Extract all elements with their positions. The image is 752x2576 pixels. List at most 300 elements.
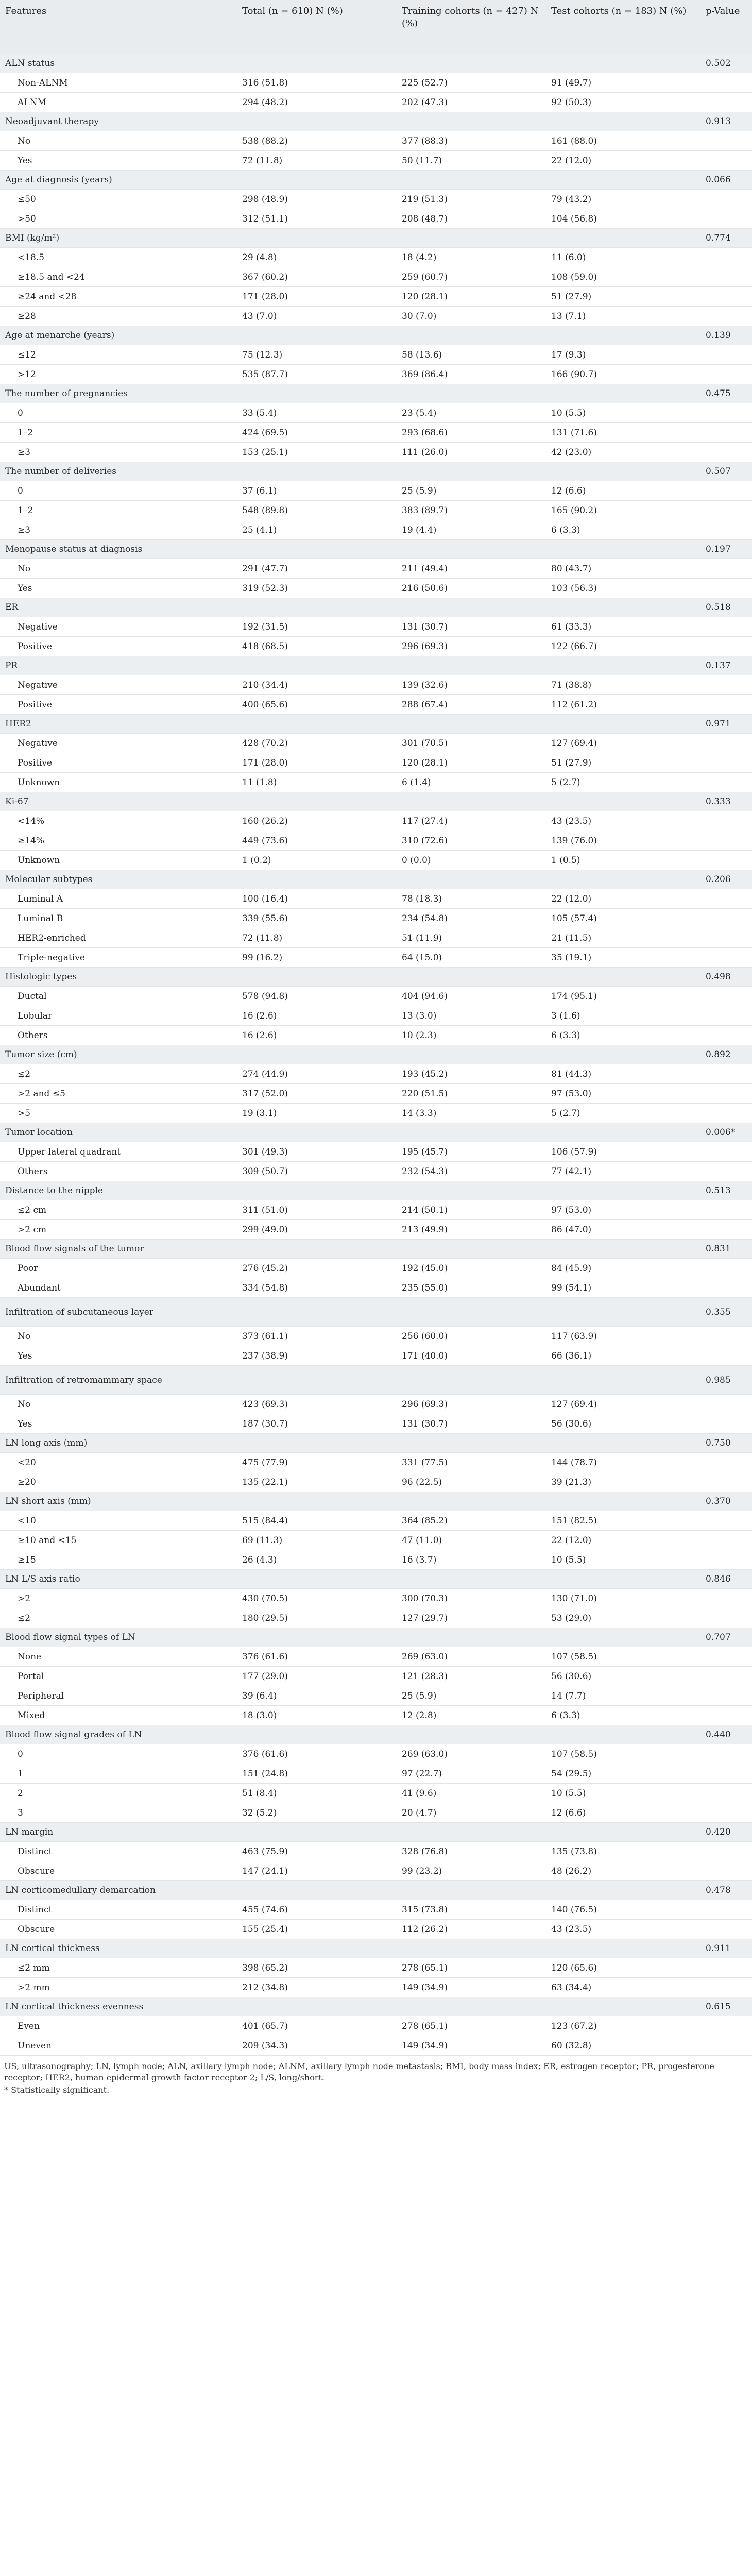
test-value: 60 (32.8) (546, 2036, 700, 2056)
test-value: 48 (26.2) (546, 1861, 700, 1881)
test-value: 71 (38.8) (546, 675, 700, 695)
training-value: 120 (28.1) (397, 753, 546, 773)
category-label: Negative (0, 617, 237, 637)
category-label: Unknown (0, 773, 237, 792)
empty-cell (397, 384, 546, 403)
empty-cell (397, 870, 546, 889)
feature-group-row (0, 1881, 752, 1900)
empty-cell (397, 656, 546, 675)
empty-cell (700, 1744, 752, 1764)
total-value: 376 (61.6) (237, 1744, 397, 1764)
empty-cell (700, 579, 752, 598)
total-value: 147 (24.1) (237, 1861, 397, 1881)
p-value: 0.911 (700, 1939, 752, 1958)
table-row (0, 307, 752, 326)
table-row (0, 443, 752, 462)
p-value: 0.333 (700, 792, 752, 811)
feature-group-row (0, 54, 752, 73)
total-value: 100 (16.4) (237, 889, 397, 909)
table-row (0, 2016, 752, 2036)
table-row (0, 695, 752, 715)
table-row (0, 734, 752, 753)
category-label: Yes (0, 1414, 237, 1434)
training-value: 96 (22.5) (397, 1472, 546, 1492)
category-label: Unknown (0, 851, 237, 870)
feature-group-row (0, 1366, 752, 1395)
empty-cell (546, 1492, 700, 1511)
feature-name: LN margin (0, 1823, 237, 1842)
empty-cell (700, 1346, 752, 1366)
empty-cell (700, 1608, 752, 1628)
category-label: ≥20 (0, 1472, 237, 1492)
p-value: 0.774 (700, 229, 752, 248)
empty-cell (397, 1366, 546, 1395)
training-value: 0 (0.0) (397, 851, 546, 870)
training-value: 293 (68.6) (397, 423, 546, 443)
category-label: ≥14% (0, 831, 237, 851)
test-value: 53 (29.0) (546, 1608, 700, 1628)
category-label: Distinct (0, 1842, 237, 1861)
table-row (0, 423, 752, 443)
feature-name: The number of pregnancies (0, 384, 237, 403)
empty-cell (237, 1570, 397, 1589)
empty-cell (700, 831, 752, 851)
empty-cell (700, 1084, 752, 1104)
table-row (0, 1395, 752, 1414)
feature-name: Infiltration of subcutaneous layer (0, 1298, 237, 1327)
training-value: 278 (65.1) (397, 2016, 546, 2036)
table-row (0, 1220, 752, 1240)
empty-cell (700, 1162, 752, 1181)
training-value: 296 (69.3) (397, 637, 546, 656)
training-value: 23 (5.4) (397, 403, 546, 423)
empty-cell (700, 909, 752, 928)
category-label: 0 (0, 403, 237, 423)
empty-cell (700, 1278, 752, 1298)
feature-group-row (0, 715, 752, 734)
training-value: 127 (29.7) (397, 1608, 546, 1628)
test-value: 6 (3.3) (546, 520, 700, 540)
category-label: Luminal B (0, 909, 237, 928)
empty-cell (700, 1511, 752, 1531)
table-row (0, 1647, 752, 1667)
training-value: 111 (26.0) (397, 443, 546, 462)
total-value: 171 (28.0) (237, 287, 397, 307)
empty-cell (237, 1997, 397, 2016)
training-value: 301 (70.5) (397, 734, 546, 753)
category-label: 0 (0, 1744, 237, 1764)
total-value: 299 (49.0) (237, 1220, 397, 1240)
test-value: 79 (43.2) (546, 190, 700, 209)
total-value: 72 (11.8) (237, 151, 397, 171)
feature-group-row (0, 598, 752, 617)
table-row (0, 1861, 752, 1881)
test-value: 22 (12.0) (546, 151, 700, 171)
total-value: 209 (34.3) (237, 2036, 397, 2056)
training-value: 383 (89.7) (397, 501, 546, 520)
table-row (0, 73, 752, 93)
empty-cell (546, 1823, 700, 1842)
feature-group-row (0, 656, 752, 675)
total-value: 449 (73.6) (237, 831, 397, 851)
category-label: 2 (0, 1784, 237, 1803)
category-label: ≥3 (0, 443, 237, 462)
empty-cell (700, 1920, 752, 1939)
total-value: 455 (74.6) (237, 1900, 397, 1920)
test-value: 130 (71.0) (546, 1589, 700, 1608)
test-value: 84 (45.9) (546, 1259, 700, 1278)
test-value: 80 (43.7) (546, 559, 700, 579)
test-value: 122 (66.7) (546, 637, 700, 656)
test-value: 139 (76.0) (546, 831, 700, 851)
test-value: 174 (95.1) (546, 987, 700, 1006)
p-value: 0.913 (700, 112, 752, 131)
training-value: 97 (22.7) (397, 1764, 546, 1784)
category-label: HER2-enriched (0, 928, 237, 948)
empty-cell (700, 987, 752, 1006)
table-row (0, 637, 752, 656)
p-value: 0.475 (700, 384, 752, 403)
p-value: 0.518 (700, 598, 752, 617)
feature-group-row (0, 1725, 752, 1744)
table-row (0, 1084, 752, 1104)
empty-cell (700, 190, 752, 209)
table-row (0, 1842, 752, 1861)
feature-name: Blood flow signal grades of LN (0, 1725, 237, 1744)
empty-cell (700, 1259, 752, 1278)
table-row (0, 267, 752, 287)
table-row (0, 831, 752, 851)
empty-cell (397, 112, 546, 131)
total-value: 51 (8.4) (237, 1784, 397, 1803)
empty-cell (397, 1181, 546, 1200)
training-value: 10 (2.3) (397, 1026, 546, 1045)
table-row (0, 1346, 752, 1366)
table-row (0, 773, 752, 792)
category-label: Distinct (0, 1900, 237, 1920)
empty-cell (700, 1842, 752, 1861)
empty-cell (700, 267, 752, 287)
empty-cell (546, 1045, 700, 1064)
empty-cell (546, 1181, 700, 1200)
feature-name: Infiltration of retromammary space (0, 1366, 237, 1395)
table-body (0, 54, 752, 2056)
test-value: 81 (44.3) (546, 1064, 700, 1084)
table-row (0, 209, 752, 229)
table-row (0, 1511, 752, 1531)
table-row (0, 1414, 752, 1434)
table-row (0, 1104, 752, 1123)
test-value: 108 (59.0) (546, 267, 700, 287)
table-footnotes (0, 2058, 752, 2099)
training-value: 41 (9.6) (397, 1784, 546, 1803)
empty-cell (546, 229, 700, 248)
empty-cell (546, 1298, 700, 1327)
header-test: Test cohorts (n = 183) N (%) (546, 0, 700, 54)
feature-name: Age at diagnosis (years) (0, 171, 237, 190)
training-value: 6 (1.4) (397, 773, 546, 792)
empty-cell (700, 1978, 752, 1997)
category-label: 3 (0, 1803, 237, 1823)
test-value: 151 (82.5) (546, 1511, 700, 1531)
test-value: 12 (6.6) (546, 1803, 700, 1823)
feature-group-row (0, 1240, 752, 1259)
total-value: 294 (48.2) (237, 93, 397, 112)
table-row (0, 851, 752, 870)
empty-cell (700, 1900, 752, 1920)
training-value: 208 (48.7) (397, 209, 546, 229)
empty-cell (546, 1939, 700, 1958)
total-value: 376 (61.6) (237, 1647, 397, 1667)
training-value: 25 (5.9) (397, 481, 546, 501)
empty-cell (237, 229, 397, 248)
category-label: Yes (0, 1346, 237, 1366)
table-row (0, 93, 752, 112)
total-value: 43 (7.0) (237, 307, 397, 326)
training-value: 315 (73.8) (397, 1900, 546, 1920)
empty-cell (397, 1434, 546, 1453)
test-value: 54 (29.5) (546, 1764, 700, 1784)
table-row (0, 287, 752, 307)
p-value: 0.440 (700, 1725, 752, 1744)
test-value: 97 (53.0) (546, 1200, 700, 1220)
feature-name: Histologic types (0, 968, 237, 987)
empty-cell (397, 1881, 546, 1900)
feature-group-row (0, 1492, 752, 1511)
category-label: ≤2 (0, 1608, 237, 1628)
test-value: 39 (21.3) (546, 1472, 700, 1492)
feature-group-row (0, 1997, 752, 2016)
p-value: 0.197 (700, 540, 752, 559)
p-value: 0.971 (700, 715, 752, 734)
category-label: Others (0, 1162, 237, 1181)
test-value: 103 (56.3) (546, 579, 700, 598)
empty-cell (237, 598, 397, 617)
table-row (0, 811, 752, 831)
header-total: Total (n = 610) N (%) (237, 0, 397, 54)
total-value: 276 (45.2) (237, 1259, 397, 1278)
p-value: 0.066 (700, 171, 752, 190)
total-value: 37 (6.1) (237, 481, 397, 501)
training-value: 171 (40.0) (397, 1346, 546, 1366)
training-value: 331 (77.5) (397, 1453, 546, 1472)
empty-cell (546, 1570, 700, 1589)
empty-cell (237, 462, 397, 481)
table-row (0, 579, 752, 598)
feature-group-row (0, 1181, 752, 1200)
category-label: 1–2 (0, 423, 237, 443)
empty-cell (546, 1881, 700, 1900)
empty-cell (700, 1686, 752, 1706)
training-value: 12 (2.8) (397, 1706, 546, 1725)
category-label: Obscure (0, 1861, 237, 1881)
empty-cell (546, 968, 700, 987)
feature-group-row (0, 1045, 752, 1064)
table-row (0, 1667, 752, 1686)
empty-cell (700, 1472, 752, 1492)
category-label: Upper lateral quadrant (0, 1142, 237, 1162)
category-label: >12 (0, 365, 237, 384)
empty-cell (700, 248, 752, 267)
table-row (0, 559, 752, 579)
empty-cell (700, 1453, 752, 1472)
test-value: 13 (7.1) (546, 307, 700, 326)
empty-cell (700, 559, 752, 579)
feature-name: Ki-67 (0, 792, 237, 811)
category-label: Poor (0, 1259, 237, 1278)
test-value: 51 (27.9) (546, 753, 700, 773)
test-value: 1 (0.5) (546, 851, 700, 870)
empty-cell (700, 345, 752, 365)
training-value: 78 (18.3) (397, 889, 546, 909)
empty-cell (700, 734, 752, 753)
table-row (0, 753, 752, 773)
test-value: 127 (69.4) (546, 734, 700, 753)
category-label: Non-ALNM (0, 73, 237, 93)
total-value: 367 (60.2) (237, 267, 397, 287)
empty-cell (237, 968, 397, 987)
empty-cell (700, 637, 752, 656)
category-label: >50 (0, 209, 237, 229)
test-value: 112 (61.2) (546, 695, 700, 715)
total-value: 192 (31.5) (237, 617, 397, 637)
empty-cell (397, 540, 546, 559)
empty-cell (237, 1045, 397, 1064)
empty-cell (700, 307, 752, 326)
test-value: 43 (23.5) (546, 811, 700, 831)
test-value: 35 (19.1) (546, 948, 700, 968)
test-value: 10 (5.5) (546, 403, 700, 423)
table-row (0, 1327, 752, 1346)
table-row (0, 1550, 752, 1570)
test-value: 107 (58.5) (546, 1744, 700, 1764)
empty-cell (237, 1123, 397, 1142)
feature-name: Blood flow signals of the tumor (0, 1240, 237, 1259)
training-value: 377 (88.3) (397, 131, 546, 151)
feature-group-row (0, 1823, 752, 1842)
category-label: 1–2 (0, 501, 237, 520)
empty-cell (700, 1414, 752, 1434)
empty-cell (700, 1104, 752, 1123)
empty-cell (700, 1220, 752, 1240)
feature-name: The number of deliveries (0, 462, 237, 481)
test-value: 43 (23.5) (546, 1920, 700, 1939)
empty-cell (397, 715, 546, 734)
feature-name: LN short axis (mm) (0, 1492, 237, 1511)
category-label: Ductal (0, 987, 237, 1006)
category-label: ≥3 (0, 520, 237, 540)
total-value: 237 (38.9) (237, 1346, 397, 1366)
test-value: 5 (2.7) (546, 1104, 700, 1123)
feature-name: PR (0, 656, 237, 675)
training-value: 328 (76.8) (397, 1842, 546, 1861)
training-value: 16 (3.7) (397, 1550, 546, 1570)
empty-cell (700, 928, 752, 948)
training-value: 211 (49.4) (397, 559, 546, 579)
test-value: 12 (6.6) (546, 481, 700, 501)
empty-cell (546, 1434, 700, 1453)
test-value: 56 (30.6) (546, 1414, 700, 1434)
total-value: 32 (5.2) (237, 1803, 397, 1823)
empty-cell (237, 1240, 397, 1259)
test-value: 21 (11.5) (546, 928, 700, 948)
total-value: 475 (77.9) (237, 1453, 397, 1472)
category-label: >2 cm (0, 1220, 237, 1240)
total-value: 187 (30.7) (237, 1414, 397, 1434)
total-value: 177 (29.0) (237, 1667, 397, 1686)
header-p-value: p-Value (700, 0, 752, 54)
table-header-row (0, 0, 752, 54)
total-value: 153 (25.1) (237, 443, 397, 462)
total-value: 515 (84.4) (237, 1511, 397, 1531)
empty-cell (237, 1492, 397, 1511)
empty-cell (700, 423, 752, 443)
empty-cell (237, 1298, 397, 1327)
total-value: 578 (94.8) (237, 987, 397, 1006)
empty-cell (700, 501, 752, 520)
training-value: 14 (3.3) (397, 1104, 546, 1123)
empty-cell (397, 792, 546, 811)
category-label: >2 mm (0, 1978, 237, 1997)
training-value: 364 (85.2) (397, 1511, 546, 1531)
test-value: 3 (1.6) (546, 1006, 700, 1026)
feature-name: Distance to the nipple (0, 1181, 237, 1200)
empty-cell (700, 948, 752, 968)
empty-cell (700, 1531, 752, 1550)
abbreviations-note: US, ultrasonography; LN, lymph node; ALN, axillary lymph node; ALNM, axillary lymph node metastasis; BMI, body mass index; ER, estrogen receptor; PR, progesterone receptor; HER2, human epidermal growth factor receptor 2; L/S, long/short. (4, 2061, 714, 2082)
test-value: 63 (34.4) (546, 1978, 700, 1997)
table-row (0, 1531, 752, 1550)
training-value: 121 (28.3) (397, 1667, 546, 1686)
p-value: 0.370 (700, 1492, 752, 1511)
empty-cell (700, 617, 752, 637)
table-row (0, 403, 752, 423)
training-value: 288 (67.4) (397, 695, 546, 715)
empty-cell (700, 151, 752, 171)
category-label: Yes (0, 579, 237, 598)
table-row (0, 1803, 752, 1823)
empty-cell (700, 773, 752, 792)
empty-cell (546, 1123, 700, 1142)
empty-cell (237, 384, 397, 403)
category-label: ≤2 mm (0, 1958, 237, 1978)
p-value: 0.502 (700, 54, 752, 73)
total-value: 180 (29.5) (237, 1608, 397, 1628)
category-label: <14% (0, 811, 237, 831)
category-label: Portal (0, 1667, 237, 1686)
empty-cell (397, 462, 546, 481)
feature-group-row (0, 968, 752, 987)
total-value: 423 (69.3) (237, 1395, 397, 1414)
p-value: 0.985 (700, 1366, 752, 1395)
empty-cell (237, 1823, 397, 1842)
category-label: ≥24 and <28 (0, 287, 237, 307)
category-label: Positive (0, 753, 237, 773)
table-row (0, 151, 752, 171)
training-value: 220 (51.5) (397, 1084, 546, 1104)
test-value: 66 (36.1) (546, 1346, 700, 1366)
training-value: 216 (50.6) (397, 579, 546, 598)
empty-cell (700, 1026, 752, 1045)
test-value: 131 (71.6) (546, 423, 700, 443)
empty-cell (546, 1997, 700, 2016)
table-row (0, 617, 752, 637)
feature-name: LN cortical thickness (0, 1939, 237, 1958)
empty-cell (237, 1434, 397, 1453)
empty-cell (237, 54, 397, 73)
total-value: 160 (26.2) (237, 811, 397, 831)
p-value: 0.615 (700, 1997, 752, 2016)
